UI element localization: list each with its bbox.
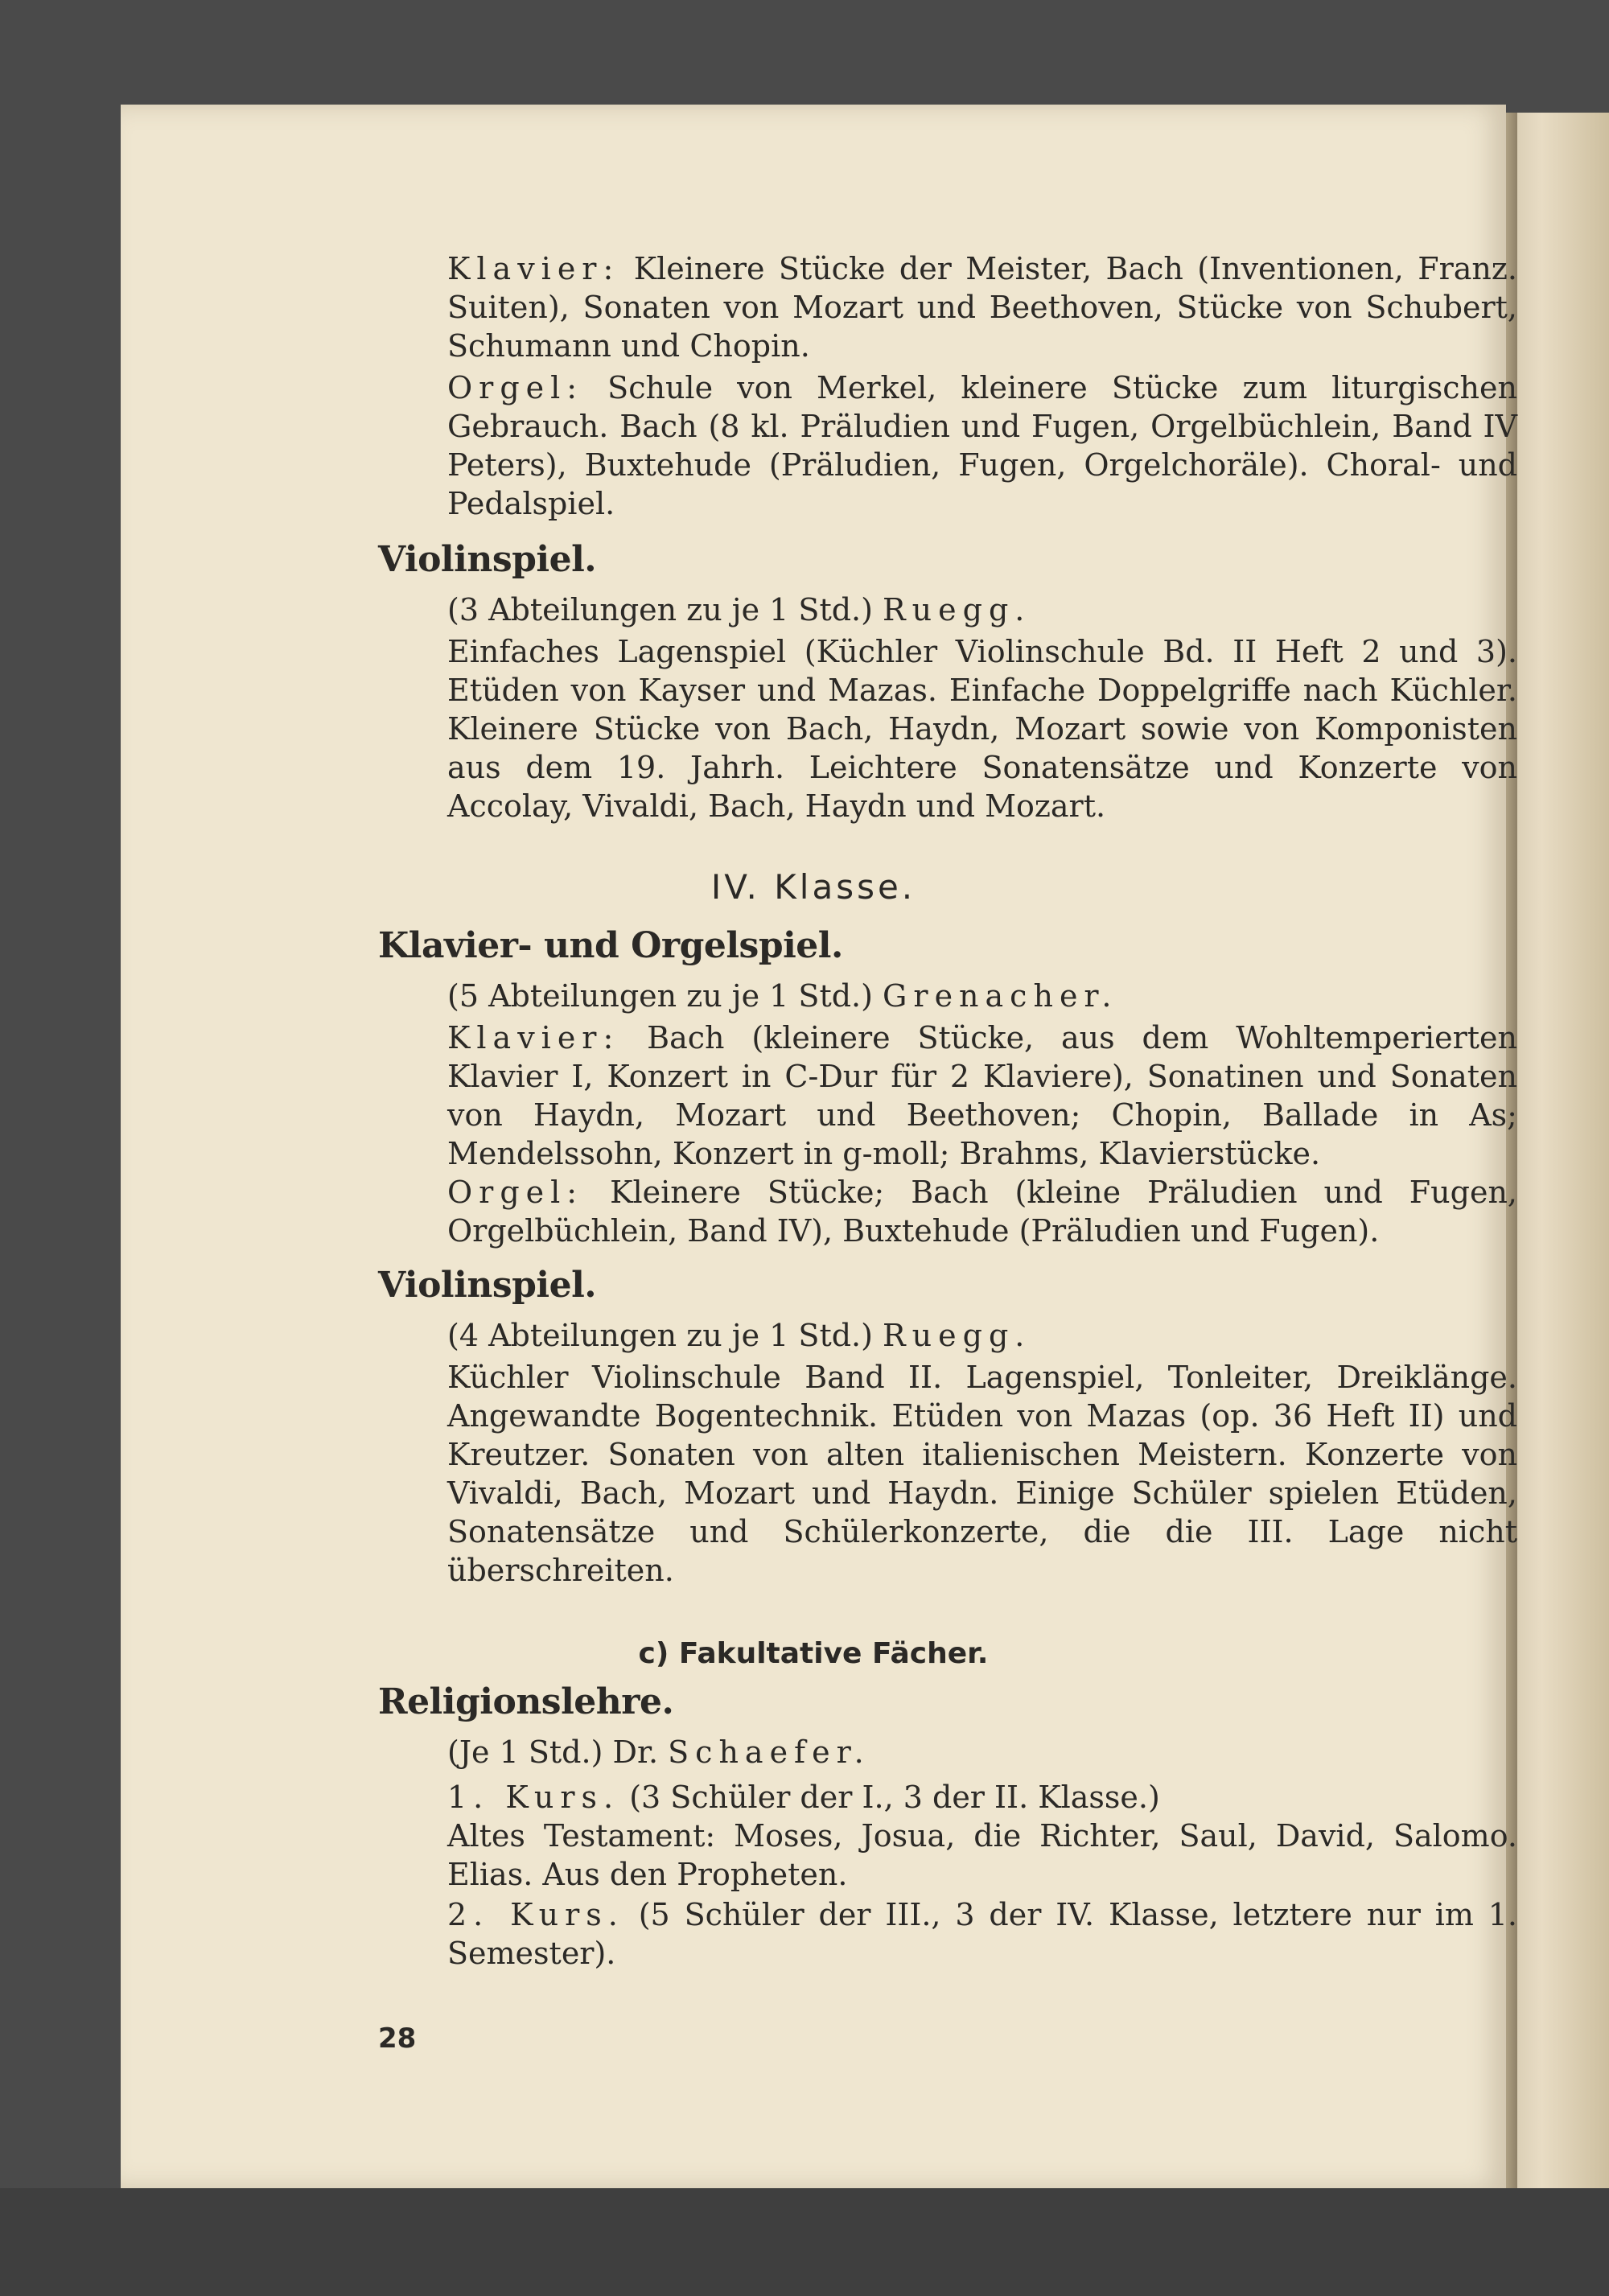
document-page — [121, 105, 1517, 2188]
kurs2-text: (5 Schüler der III., 3 der IV. Klasse, letztere nur im 1. Semester). — [447, 1897, 1517, 1971]
violin2-teacher: Ruegg. — [883, 1318, 1031, 1353]
paragraph-orgel-2 — [447, 1173, 1517, 1250]
violin2-meta-prefix: (4 Abteilungen zu je 1 Std.) — [447, 1318, 873, 1353]
orgel-label: Orgel: — [447, 370, 584, 405]
violin1-meta-prefix: (3 Abteilungen zu je 1 Std.) — [447, 592, 873, 627]
klavier-text: Kleinere Stücke der Meister, Bach (Inventionen, Franz. Suiten), Sonaten von Mozart und Beethoven, Stücke von Schubert, Schumann und Chopin. — [447, 251, 1517, 364]
paragraph-kurs2 — [447, 1895, 1517, 1973]
violin1-meta — [447, 590, 1517, 629]
kurs1-label: 1. Kurs. — [447, 1780, 620, 1815]
heading-religionslehre: Religionslehre. — [378, 1681, 674, 1722]
paragraph-orgel-1 — [447, 368, 1517, 523]
violin2-meta — [447, 1316, 1517, 1355]
kurs1-line — [447, 1778, 1517, 1817]
page-content — [121, 105, 1517, 2188]
fakultative-heading: c) Fakultative Fächer. — [638, 1637, 989, 1670]
scan-background — [0, 2188, 1609, 2296]
paragraph-violin2: Küchler Violinschule Band II. Lagenspiel, Tonleiter, Dreiklänge. Angewandte Bogentechnik. Etüden von Mazas (op. 36 Heft II) und Kreutzer. Sonaten von alten italienischen Meistern. Konzerte von Vivaldi, Bach, Mozart und Haydn. Einige Schüler spielen Etüden, Sonatensätze und Schülerkonzerte, die die III. Lage nicht überschreiten. — [447, 1360, 1517, 1588]
klavier-label: Klavier: — [447, 251, 620, 286]
orgel-text: Schule von Merkel, kleinere Stücke zum liturgischen Gebrauch. Bach (8 kl. Präludien und Fugen, Orgelbüchlein, Band IV Peters), Buxtehude (Präludien, Fugen, Orgelchoräle). Choral- und Pedalspiel. — [447, 370, 1517, 521]
orgel2-label: Orgel: — [447, 1175, 584, 1210]
orgel2-text: Kleinere Stücke; Bach (kleine Präludien und Fugen, Orgelbüchlein, Band IV), Buxtehude (Präludien und Fugen). — [447, 1175, 1517, 1249]
kurs2-label: 2. Kurs. — [447, 1897, 624, 1932]
klavier-orgel-teacher: Grenacher. — [883, 978, 1118, 1014]
religion-teacher: Schaefer. — [668, 1734, 870, 1770]
klavier-orgel-meta-prefix: (5 Abteilungen zu je 1 Std.) — [447, 978, 873, 1014]
kurs1-meta: (3 Schüler der I., 3 der II. Klasse.) — [629, 1780, 1160, 1815]
violin1-teacher: Ruegg. — [883, 592, 1031, 627]
klavier2-label: Klavier: — [447, 1020, 620, 1055]
heading-violinspiel-2: Violinspiel. — [378, 1265, 597, 1306]
paragraph-klavier-2 — [447, 1018, 1517, 1173]
religion-meta-prefix: (Je 1 Std.) Dr. — [447, 1734, 659, 1770]
religion-meta — [447, 1733, 1517, 1771]
heading-klavier-orgel: Klavier- und Orgelspiel. — [378, 925, 843, 966]
paragraph-klavier-1 — [447, 249, 1517, 365]
klavier-orgel-meta — [447, 977, 1517, 1015]
klasse-heading: IV. Klasse. — [710, 867, 916, 907]
klavier2-text: Bach (kleinere Stücke, aus dem Wohltemperierten Klavier I, Konzert in C-Dur für 2 Klaviere), Sonatinen und Sonaten von Haydn, Mozart und Beethoven; Chopin, Ballade in As; Mendelssohn, Konzert in g-moll; Brahms, Klavierstücke. — [447, 1020, 1517, 1171]
paragraph-kurs1: Altes Testament: Moses, Josua, die Richter, Saul, David, Salomo. Elias. Aus den Propheten. — [447, 1818, 1517, 1892]
next-page-edge — [1512, 113, 1609, 2188]
page-number: 28 — [378, 2022, 417, 2055]
heading-violinspiel-1: Violinspiel. — [378, 539, 597, 580]
paragraph-violin1: Einfaches Lagenspiel (Küchler Violinschule Bd. II Heft 2 und 3). Etüden von Kayser und Mazas. Einfache Doppelgriffe nach Küchler. Kleinere Stücke von Bach, Haydn, Mozart sowie von Komponisten aus dem 19. Jahrh. Leichtere Sonatensätze und Konzerte von Accolay, Vivaldi, Bach, Haydn und Mozart. — [447, 634, 1517, 824]
